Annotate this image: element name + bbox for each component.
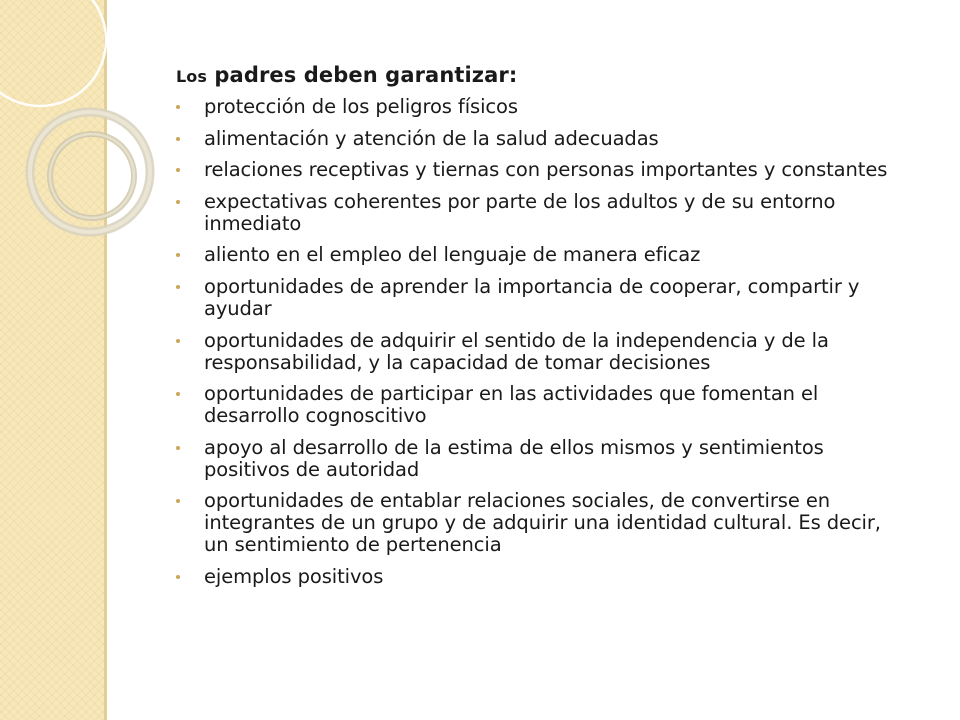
bullet-icon (176, 200, 180, 204)
list-item (176, 244, 906, 266)
list-item-text: alimentación y atención de la salud adecuadas (204, 126, 659, 150)
list-item-text: relaciones receptivas y tiernas con personas importantes y constantes (204, 158, 888, 182)
bullet-list (176, 96, 906, 588)
list-item (176, 128, 906, 150)
list-item-text: ejemplos positivos (204, 564, 384, 588)
list-item-text: oportunidades de participar en las actividades que fomentan el desarrollo cognoscitivo (204, 382, 819, 428)
list-item (176, 490, 906, 556)
list-item (176, 96, 906, 118)
bullet-icon (176, 285, 180, 289)
list-item (176, 383, 906, 427)
list-item (176, 330, 906, 374)
list-item (176, 437, 906, 481)
list-item (176, 276, 906, 320)
slide-content (176, 62, 906, 598)
bullet-icon (176, 392, 180, 396)
heading-text: padres deben garantizar: (207, 63, 518, 87)
slide-heading (176, 62, 906, 90)
list-item-text: protección de los peligros físicos (204, 95, 518, 118)
bullet-icon (176, 168, 180, 172)
bullet-icon (176, 339, 180, 343)
list-item-text: aliento en el empleo del lenguaje de manera eficaz (204, 243, 701, 267)
list-item (176, 191, 906, 235)
list-item (176, 566, 906, 588)
list-item-text: oportunidades de aprender la importancia de cooperar, compartir y ayudar (204, 274, 860, 320)
list-item (176, 159, 906, 181)
list-item-text: oportunidades de adquirir el sentido de la independencia y de la responsabilidad, y la capacidad de tomar decisiones (204, 328, 829, 374)
decorative-rings-icon (0, 0, 160, 320)
bullet-icon (176, 575, 180, 579)
heading-small-word: Los (176, 67, 208, 86)
list-item-text: oportunidades de entablar relaciones sociales, de convertirse en integrantes de un grupo y de adquirir una identidad cultural. Es decir, un sentimiento de pertenencia (204, 489, 881, 557)
bullet-icon (176, 137, 180, 141)
list-item-text: apoyo al desarrollo de la estima de ellos mismos y sentimientos positivos de autoridad (204, 435, 824, 481)
bullet-icon (176, 253, 180, 257)
bullet-icon (176, 105, 180, 109)
bullet-icon (176, 499, 180, 503)
list-item-text: expectativas coherentes por parte de los adultos y de su entorno inmediato (204, 189, 836, 235)
bullet-icon (176, 446, 180, 450)
